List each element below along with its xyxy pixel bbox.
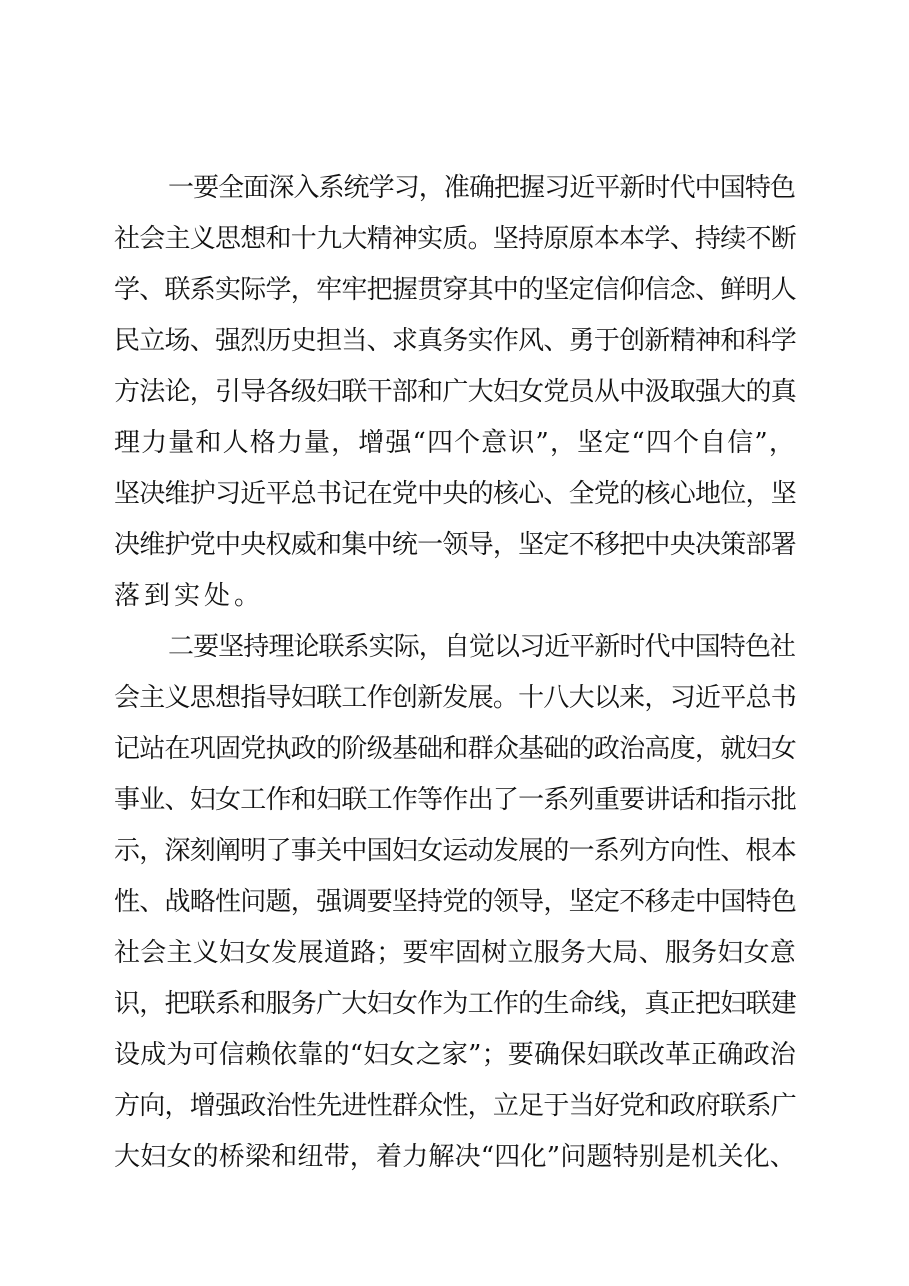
text-line <box>0 777 909 823</box>
text-line-content: 民立场、强烈历史担当、求真务实作风、勇于创新精神和科学 <box>114 326 796 356</box>
text-line-content: 坚决维护习近平总书记在党中央的核心、全党的核心地位，坚 <box>114 479 796 509</box>
text-line <box>0 216 909 262</box>
text-line-content: 决维护党中央权威和集中统一领导，坚定不移把中央决策部署 <box>114 530 796 560</box>
text-line <box>0 828 909 874</box>
text-line-content: 落到实处。 <box>114 581 265 611</box>
text-line-content: 一要全面深入系统学习，准确把握习近平新时代中国特色 <box>168 173 795 203</box>
text-line-content: 设成为可信赖依靠的“妇女之家”；要确保妇联改革正确政治 <box>114 1040 796 1070</box>
text-line-content: 社会主义妇女发展道路；要牢固树立服务大局、服务妇女意 <box>114 938 796 968</box>
text-line <box>0 471 909 517</box>
text-line <box>0 165 909 211</box>
text-line-content: 二要坚持理论联系实际，自觉以习近平新时代中国特色社 <box>168 632 795 662</box>
text-line <box>0 369 909 415</box>
text-line-content: 学、联系实际学，牢牢把握贯穿其中的坚定信仰信念、鲜明人 <box>114 275 796 305</box>
text-line-content: 性、战略性问题，强调要坚持党的领导，坚定不移走中国特色 <box>114 887 796 917</box>
text-line-content: 事业、妇女工作和妇联工作等作出了一系列重要讲话和指示批 <box>114 785 796 815</box>
text-line <box>0 420 909 466</box>
text-line <box>0 879 909 925</box>
text-line <box>0 573 909 619</box>
text-line <box>0 981 909 1027</box>
text-line-content: 记站在巩固党执政的阶级基础和群众基础的政治高度，就妇女 <box>114 734 796 764</box>
text-line <box>0 1134 909 1180</box>
text-line <box>0 930 909 976</box>
text-line-content: 示，深刻阐明了事关中国妇女运动发展的一系列方向性、根本 <box>114 836 796 866</box>
text-line <box>0 267 909 313</box>
text-line-content: 识，把联系和服务广大妇女作为工作的生命线，真正把妇联建 <box>114 989 796 1019</box>
text-line <box>0 318 909 364</box>
text-line <box>0 522 909 568</box>
text-line <box>0 1032 909 1078</box>
text-line-content: 大妇女的桥梁和纽带，着力解决“四化”问题特别是机关化、 <box>114 1142 796 1172</box>
text-line <box>0 675 909 721</box>
text-line-content: 会主义思想指导妇联工作创新发展。十八大以来，习近平总书 <box>114 683 796 713</box>
text-line-content: 社会主义思想和十九大精神实质。坚持原原本本学、持续不断 <box>114 224 796 254</box>
text-line-content: 方法论，引导各级妇联干部和广大妇女党员从中汲取强大的真 <box>114 377 796 407</box>
text-line-content: 方向，增强政治性先进性群众性，立足于当好党和政府联系广 <box>114 1091 796 1121</box>
text-line-content: 理力量和人格力量，增强“四个意识”，坚定“四个自信”， <box>114 428 796 458</box>
text-line <box>0 726 909 772</box>
text-line <box>0 624 909 670</box>
text-line <box>0 1083 909 1129</box>
